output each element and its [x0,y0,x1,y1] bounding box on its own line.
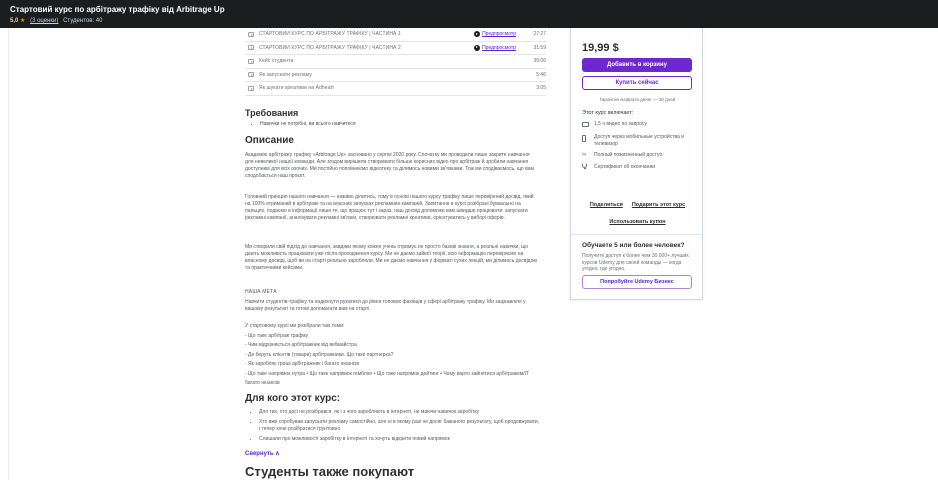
business-heading: Обучаете 5 или более человек? [582,242,685,249]
video-lecture-icon [248,59,254,64]
lecture-title: Кейс студента [259,58,294,65]
description-heading: Описание [245,135,294,146]
audience-item: • Слишали про можливості заробітку в інтернеті та хочуть відкрити новий напрямок [259,436,540,443]
reviews-link[interactable]: (3 оценки) [30,18,59,24]
preview-link[interactable] [474,31,516,37]
include-item [582,152,694,159]
include-label: Сертификат об окончании [594,163,656,170]
audience-item: • Для тих, хто досі не розібрався, як і з чого заробляють в інтернеті, не маючи навичок заробітку [259,409,540,416]
includes-heading: Этот курс включает: [582,110,634,116]
include-item [582,164,694,171]
description-paragraph: Навчити студентів-трафіку та надихнути рухатися до рівня топових фахівців у сфері арбітражу трафіку. Ми зацікавлені у вашому результаті та готові допомагати вам на старті. [245,299,526,312]
topics-list [245,322,537,389]
curriculum-row[interactable] [245,82,546,96]
video-lecture-icon [248,32,254,37]
gift-course-link[interactable]: Подарить этот курс [631,202,686,208]
buy-now-button[interactable]: Купить сейчас [582,76,692,90]
topic-item: - Що таке арбітраж трафіку [245,332,309,339]
curriculum-row[interactable] [245,69,546,83]
preview-label[interactable]: Предпросмотр [482,44,516,51]
play-icon [474,45,480,51]
lecture-title: Як запускати рекламу [259,71,312,78]
apply-coupon-link[interactable]: Использовать купон [609,219,666,225]
include-label: 1,5 ч видео по запросу [594,121,647,127]
students-count: Студентов: 40 [63,18,103,24]
price: 19,99 $ [582,42,619,54]
requirements-heading: Требования [245,108,299,118]
description-paragraph: Академію арбітражу трафіку «Arbitrage Up» засновано у серпні 2020 року. Спочатку ми проводили лише закрите навчання для невеликої нашої команди. Але згодом вирішили створювати більше корисних відео про арбітраж й зробили навчання доступним для всіх охочих. Ми постійно поповнюємо відеотеку та ділимось новими зв'язками. Тож ми сподіваємось, що вам сподобається наш проєкт. [245,152,534,179]
rating-value: 5,0 [10,18,19,24]
goal-label: НАША МЕТА [245,289,277,295]
preview-label[interactable]: Предпросмотр [482,31,516,38]
video-lecture-icon [248,45,254,50]
add-to-cart-button[interactable]: Добавить в корзину [582,58,692,72]
lecture-title: СТАРТОВИЙ КУРС ПО АРБІТРАЖУ ТРАФІКУ | ЧАСТИНА 2 [259,44,401,51]
money-back-guarantee: Гарантия возврата денег — 30 дней [599,97,676,102]
audience-list [255,409,540,446]
course-header [0,0,938,28]
curriculum-row[interactable] [245,28,546,42]
course-meta [10,17,102,24]
requirements-list [255,121,356,127]
topic-item: - Де беруть клієнтів (товари) арбітражники. Що таке партнерка? [245,351,394,358]
lecture-title: СТАРТОВИЙ КУРС ПО АРБІТРАЖУ ТРАФІКУ | ЧАСТИНА 1 [259,31,401,38]
course-title: Стартовий курс по арбітражу трафіку від Arbitrage Up [10,5,225,14]
purchase-card [570,28,703,300]
infinity-icon: ∞ [582,151,587,158]
include-label: Доступ через мобильные устройства и телевизор [594,134,685,147]
udemy-business-button[interactable]: Попробуйте Udemy Бизнес [582,275,692,289]
lecture-duration: 35:06 [533,58,546,65]
audience-heading: Для кого этот курс: [245,393,341,404]
lecture-duration: 31:59 [533,44,546,51]
lecture-duration: 3:05 [536,85,546,92]
video-icon [582,121,594,129]
curriculum-row[interactable] [245,55,546,69]
video-lecture-icon [248,86,254,91]
topic-item: - Чим відрізняється арбітражник від вебмайстра [245,342,357,348]
card-divider [571,234,702,235]
share-row [571,202,704,208]
description-paragraph: Ми створили свій підхід до навчання, завдяки якому кожен учень отримує не просто базові знання, а реальні навички, що дають можливість працювати уже після проходження курсу. Ми не даємо зайвої теорії, всю інформацію перевіряємо на власному досвіді, щоб ви на старті реально заробляли. Ми не даємо навчання у форматі сухих лекцій, ми ділимось досвідом та практичними кейсами. [245,244,537,271]
lecture-duration: 27:27 [533,31,546,38]
mobile-icon [582,134,594,147]
preview-link[interactable] [474,45,516,51]
business-text: Получите доступ к более чем 30 000+ лучших курсов Udemy для своей команды — когда угодно, где угодно. [582,253,689,272]
requirement-item: • Навички не потрібні, ви всього навчитеся [260,121,356,127]
topic-item: - Як заробляє гроші арбітражник і багато нюансів [245,361,359,367]
star-icon: ★ [20,18,26,24]
lecture-duration: 5:46 [536,71,546,78]
lecture-title: Як шукати креативи на Adheart [259,85,334,92]
curriculum-list [245,28,546,96]
certificate-icon [582,164,594,171]
collapse-link[interactable]: Свернуть ∧ [245,451,280,457]
play-icon [474,31,480,37]
includes-list [582,121,694,176]
share-link[interactable]: Поделиться [589,202,623,208]
description-paragraph: Головний принцип нашого навчання — наживо ділитись, тому в основі нашого курсу трафіку лише перевірений досвід, який на 100% отриманий в арбітражі та на власних запусках рекламних кампаній. Запитання в курсі розібрані буквально на пальцях, подаємо в інформації лише те, що працює тут і зараз, наш досвід допоможе вам швидше працювати: запускати рекламні кампанії, аналізувати рекламні зв'язки, створювати рекламні креативи, орієнтуватись у виборі оферів. [245,194,534,221]
left-divider [8,28,9,480]
audience-item: • Хто вже спробував запускати рекламу самостійно, але ні в якому разі не досяг бажаного результату, щоб продовжувати, і тепер хоче розібратися ґрунтовно [259,419,540,433]
topic-item: - Що таке напрямок нутра • Що таке напрямок гемблінг • Що таке напрямок дейтинг • Чому варто зайнятися арбітражем/IT багато нюансів [245,370,529,386]
include-label: Полный пожизненный доступ [594,152,663,158]
include-item [582,134,694,147]
topics-intro: У стартовому курсі ми розібрали такі теми: [245,323,345,329]
curriculum-row[interactable] [245,42,546,56]
students-also-buy-heading: Студенты также покупают [245,464,415,479]
video-lecture-icon [248,72,254,77]
include-item [582,121,694,129]
